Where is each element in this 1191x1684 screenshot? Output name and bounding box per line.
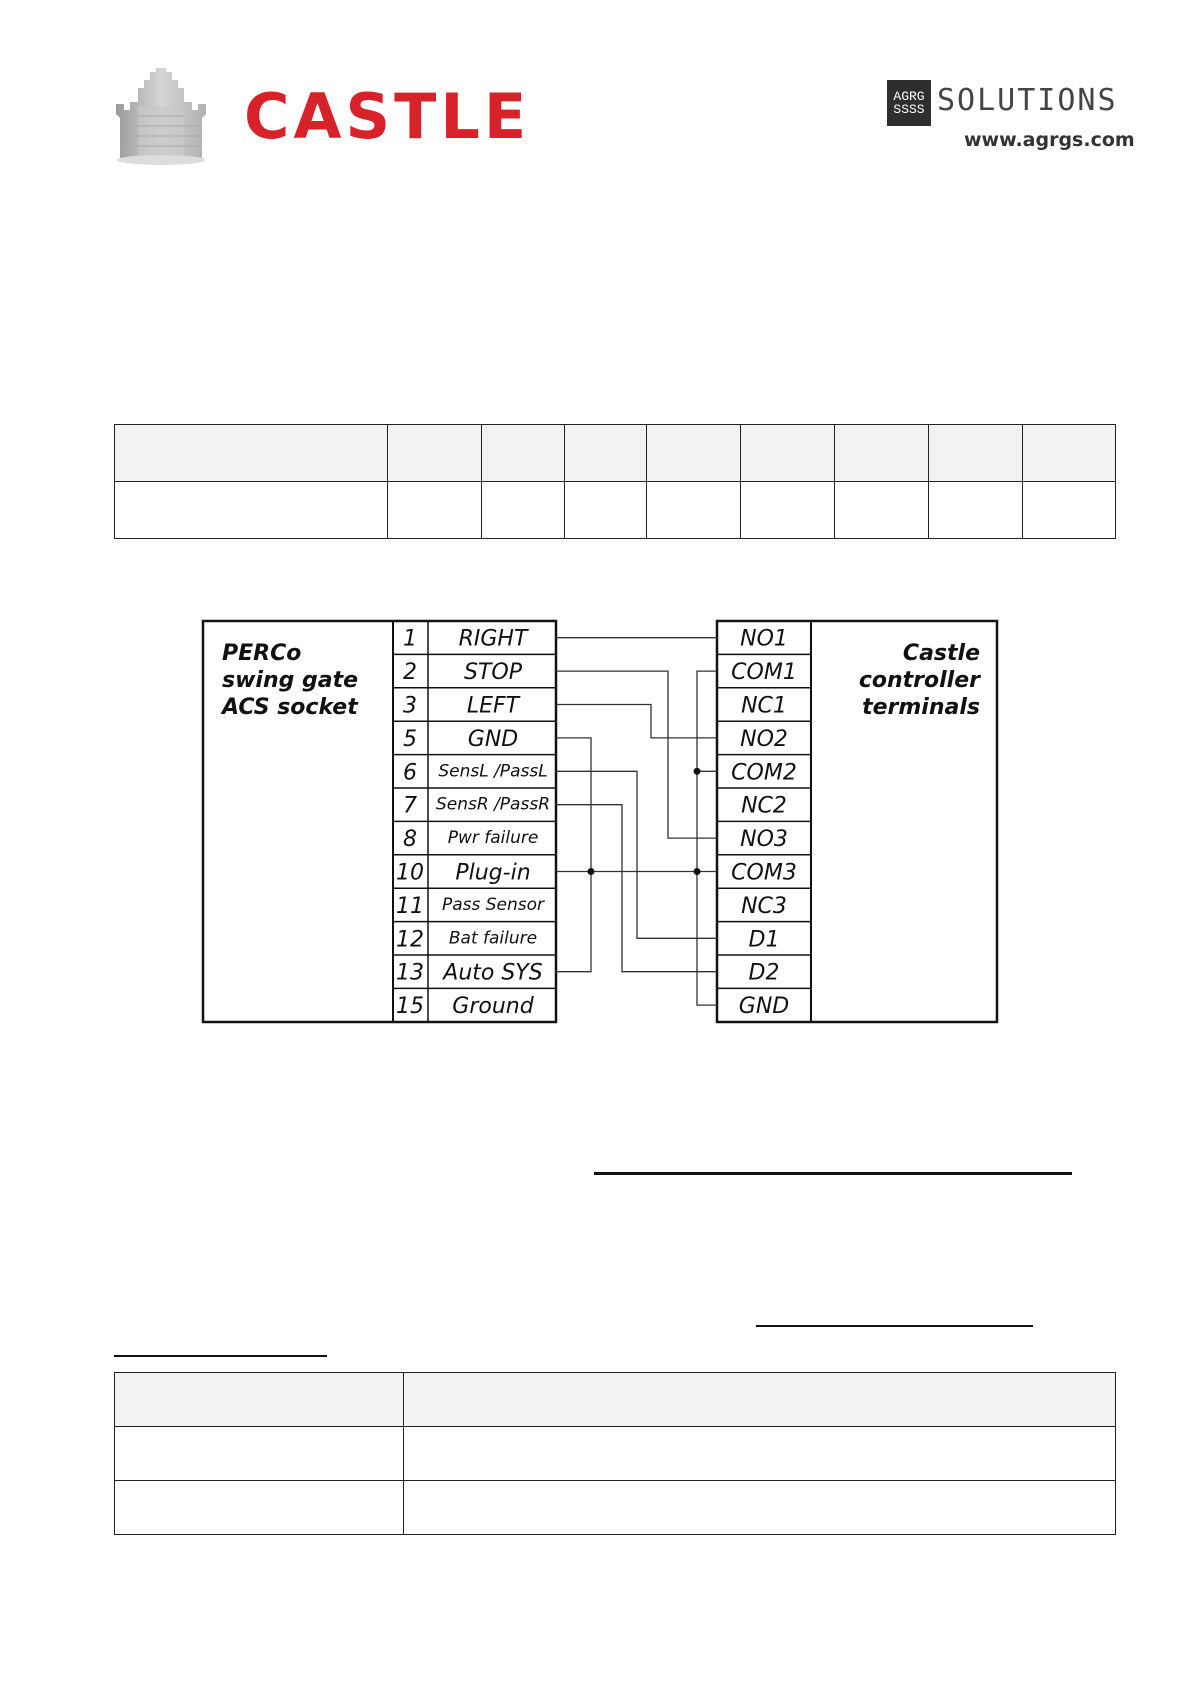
table-cell (929, 425, 1023, 482)
castle-tower-icon (112, 66, 210, 166)
wire-junction-dot (694, 868, 701, 875)
pin-number: 11 (396, 893, 424, 919)
agrgs-url: www.agrgs.com (964, 129, 1135, 151)
pin-label: STOP (464, 660, 522, 686)
table-cell (115, 1427, 404, 1481)
terminal-label: NO3 (740, 827, 788, 853)
table-cell (403, 1481, 1115, 1535)
table-cell (835, 425, 929, 482)
pin-number: 6 (403, 760, 417, 786)
terminal-label: GND (738, 994, 790, 1020)
table-cell (929, 482, 1023, 539)
pin-label: Plug-in (455, 860, 531, 886)
pin-number: 1 (403, 626, 417, 652)
socket-title: ACS socket (222, 695, 358, 720)
pin-number: 10 (396, 860, 424, 886)
socket-title: PERCo (222, 641, 302, 666)
terminal-label: COM2 (731, 760, 797, 786)
table-cell (1023, 482, 1116, 539)
underline-rule (594, 1172, 1072, 1175)
wire-junction-dot (694, 768, 701, 775)
pin-number: 7 (403, 793, 417, 819)
pin-label: SensR /PassR (435, 794, 551, 815)
agrgs-logo-text: SOLUTIONS (937, 83, 1118, 118)
wire-sensl-d1 (556, 771, 717, 938)
table-cell (115, 1373, 404, 1427)
pin-label: LEFT (466, 693, 520, 719)
pin-label: Ground (452, 994, 534, 1020)
table-cell (481, 425, 564, 482)
spec-table-row (115, 482, 1116, 539)
controller-title: terminals (862, 695, 980, 720)
info-table-row (115, 1427, 1116, 1481)
agrgs-logo (887, 80, 1135, 160)
wire-junction-dot (588, 868, 595, 875)
terminal-label: COM1 (731, 660, 797, 686)
pin-number: 8 (403, 827, 417, 853)
wire-left-no2 (556, 705, 717, 738)
table-cell (835, 482, 929, 539)
pin-label: Pwr failure (447, 828, 539, 849)
agrgs-logo-mark: AGRG SSSS (887, 80, 931, 126)
terminal-label: D2 (748, 960, 780, 986)
info-table-row (115, 1481, 1116, 1535)
table-cell (481, 482, 564, 539)
table-cell (115, 425, 388, 482)
underline-rule (114, 1355, 327, 1357)
pin-number: 15 (396, 994, 424, 1020)
table-cell (564, 482, 647, 539)
terminal-label: NO2 (740, 726, 788, 752)
pin-label: RIGHT (458, 626, 528, 652)
pin-label: Pass Sensor (441, 894, 545, 915)
controller-title: Castle (902, 641, 980, 666)
table-cell (564, 425, 647, 482)
underline-rule (756, 1325, 1033, 1327)
table-cell (403, 1373, 1115, 1427)
terminal-label: NC1 (741, 693, 787, 719)
terminal-label: NO1 (740, 626, 788, 652)
castle-logo-text: CASTLE (244, 80, 531, 153)
socket-title: swing gate (222, 668, 359, 693)
castle-logo (112, 66, 532, 166)
spec-table (114, 424, 1116, 539)
terminal-label: NC2 (741, 793, 787, 819)
wiring-diagram (200, 616, 1000, 1026)
controller-title: controller (858, 668, 980, 693)
pin-label: Auto SYS (443, 960, 543, 986)
terminal-label: NC3 (741, 893, 787, 919)
terminal-label: COM3 (731, 860, 797, 886)
pin-number: 3 (403, 693, 417, 719)
info-table-header-row (115, 1373, 1116, 1427)
info-table (114, 1372, 1116, 1535)
table-cell (647, 425, 741, 482)
terminal-label: D1 (748, 927, 780, 953)
pin-number: 13 (396, 960, 424, 986)
table-cell (1023, 425, 1116, 482)
table-cell (115, 482, 388, 539)
table-cell (647, 482, 741, 539)
pin-label: SensL /PassL (438, 761, 548, 782)
pin-number: 12 (396, 927, 424, 953)
pin-label: GND (467, 726, 519, 752)
wire-gnd-bus (556, 738, 591, 972)
pin-number: 5 (403, 726, 417, 752)
table-cell (741, 482, 835, 539)
table-cell (387, 425, 481, 482)
table-cell (387, 482, 481, 539)
pin-number: 2 (403, 660, 417, 686)
spec-table-header-row (115, 425, 1116, 482)
table-cell (741, 425, 835, 482)
pin-label: Bat failure (448, 928, 538, 949)
table-cell (403, 1427, 1115, 1481)
table-cell (115, 1481, 404, 1535)
